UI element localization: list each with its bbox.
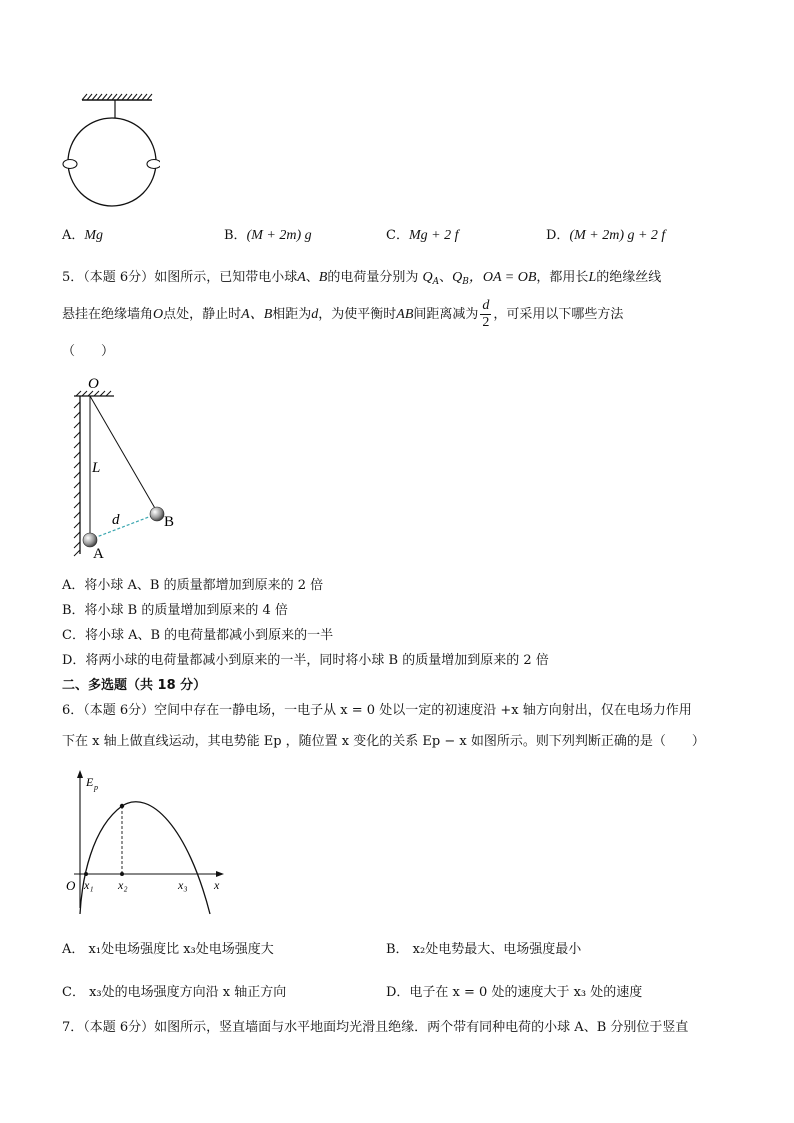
- label-b: B: [164, 514, 175, 530]
- x1-point: [84, 872, 88, 876]
- q4-option-d[interactable]: D．(M + 2m) g + 2 f: [546, 228, 666, 243]
- q7-stem-line1: 7．（本题 6分）如图所示，竖直墙面与水平地面均光滑且绝缘．两个带有同种电荷的小球 A、B 分别位于竖直: [62, 1020, 689, 1035]
- q5-answer-paren: （ ）: [62, 344, 115, 359]
- label-a: A: [93, 546, 104, 562]
- q4-option-b[interactable]: B．(M + 2m) g: [224, 228, 312, 243]
- q5-stem-line2: 悬挂在绝缘墙角O点处，静止时A、B相距为d，为使平衡时AB间距离减为 $\frac{d}{2}$ ，可采用以下哪些方法: [62, 298, 624, 330]
- ball-b: [150, 507, 164, 521]
- label-x2: x₂: [118, 878, 128, 892]
- peak-point: [120, 804, 124, 808]
- ring-figure: [60, 92, 160, 212]
- label-l: L: [92, 460, 101, 476]
- right-bead: [147, 160, 160, 169]
- q5-option-b[interactable]: B．将小球 B 的质量增加到原来的 4 倍: [62, 603, 288, 618]
- fraction-d-over-2: $\frac{d}{2}$: [482, 298, 490, 330]
- left-bead: [63, 160, 77, 169]
- label-ep-sub: p: [94, 783, 98, 792]
- q6-option-a[interactable]: A． x₁处电场强度比 x₃处电场强度大: [62, 942, 274, 957]
- q5-option-a[interactable]: A．将小球 A、B 的质量都增加到原来的 2 倍: [62, 578, 324, 593]
- label-origin: O: [66, 878, 76, 893]
- pendulum-figure: [66, 372, 196, 562]
- label-ep: E: [86, 775, 94, 789]
- label-d: d: [112, 512, 120, 528]
- q4-option-a[interactable]: A．Mg: [62, 228, 104, 243]
- label-x3: x₃: [178, 878, 188, 892]
- label-x1: x₁: [84, 878, 94, 892]
- ring: [68, 118, 156, 206]
- label-o: O: [88, 376, 99, 392]
- x2-point: [120, 872, 124, 876]
- q6-option-d[interactable]: D．电子在 x = 0 处的速度大于 x₃ 处的速度: [386, 985, 643, 1000]
- section-heading-multiple-choice: 二、多选题（共 18 分）: [62, 678, 207, 693]
- ep-x-graph: [60, 768, 230, 918]
- q5-stem-line1: 5．（本题 6分）如图所示，已知带电小球A、B的电荷量分别为 $Q_A$、$Q_B$，OA = OB，都用长L的绝缘丝线: [62, 270, 662, 287]
- ball-a: [83, 533, 97, 547]
- ep-curve: [80, 802, 210, 914]
- q6-stem-line1: 6．（本题 6分）空间中存在一静电场，一电子从 x = 0 处以一定的初速度沿 +x 轴方向射出，仅在电场力作用: [62, 703, 692, 718]
- q6-option-b[interactable]: B． x₂处电势最大、电场强度最小: [386, 942, 582, 957]
- q5-option-d[interactable]: D．将两小球的电荷量都减小到原来的一半，同时将小球 B 的质量增加到原来的 2 倍: [62, 653, 549, 668]
- q4-option-c[interactable]: C．Mg + 2 f: [386, 228, 459, 243]
- label-x: x: [214, 878, 220, 892]
- q6-option-c[interactable]: C． x₃处的电场强度方向沿 x 轴正方向: [62, 985, 287, 1000]
- q5-option-c[interactable]: C．将小球 A、B 的电荷量都减小到原来的一半: [62, 628, 334, 643]
- q6-stem-line2: 下在 x 轴上做直线运动，其电势能 Ep ，随位置 x 变化的关系 Ep − x 如图所示。则下列判断正确的是（ ）: [62, 734, 705, 749]
